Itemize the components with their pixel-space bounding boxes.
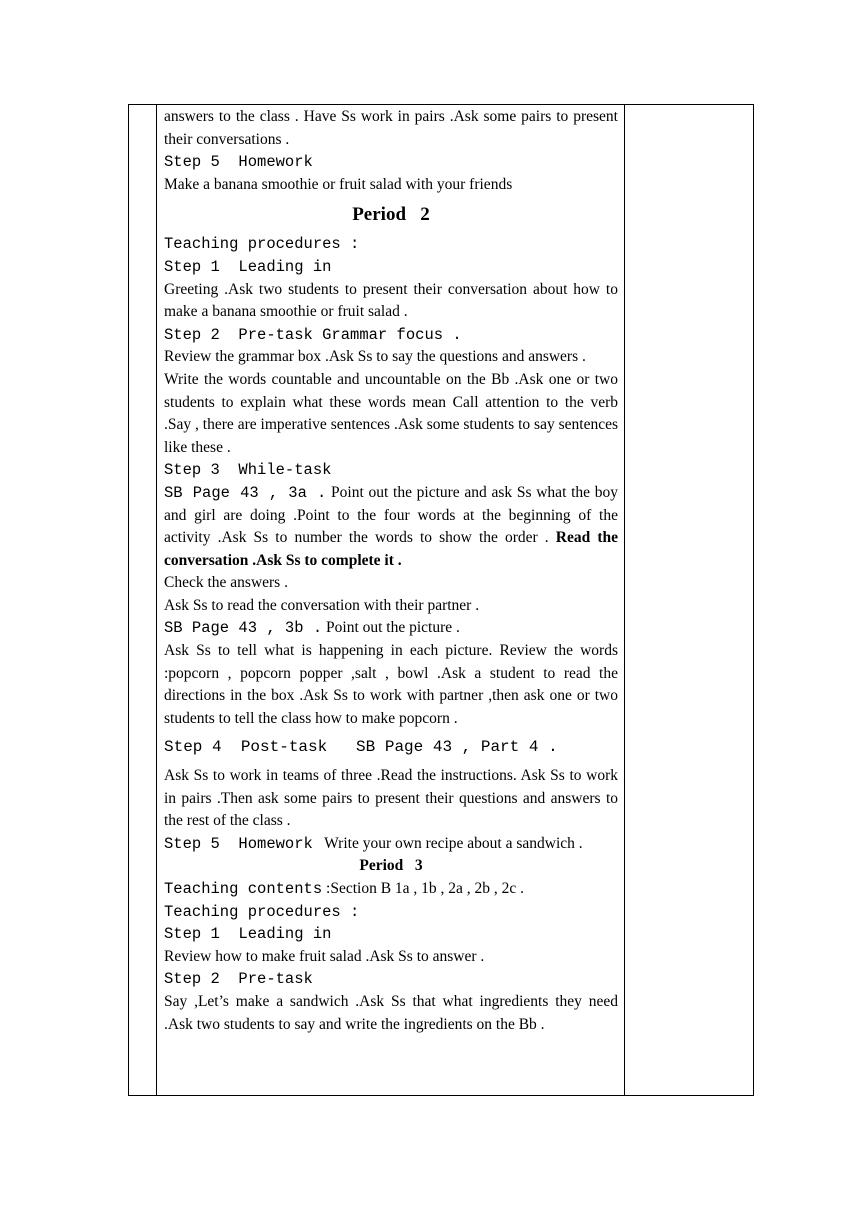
column-divider-right	[624, 105, 625, 1095]
text-paragraph: Review the grammar box .Ask Ss to say the questions and answers .	[164, 348, 586, 366]
page-reference: SB Page 43 , 3a .	[164, 483, 327, 502]
page-reference: SB Page 43 , 3b .	[164, 619, 323, 638]
step-heading: Step 1 Leading in	[164, 257, 332, 276]
text-paragraph: Ask Ss to work in teams of three .Read the instructions. Ask Ss to work in pairs .Then ask some pairs to present their questions and answers to the rest of the class .	[164, 767, 618, 830]
step-heading: Step 3 While-task	[164, 461, 332, 480]
text-paragraph: Say ,Let’s make a sandwich .Ask Ss that what ingredients they need .Ask two students to say and write the ingredients on the Bb .	[164, 992, 618, 1033]
step-heading: Step 2 Pre-task	[164, 970, 313, 989]
step-heading: Step 4 Post-task SB Page 43 , Part 4 .	[164, 738, 558, 757]
text-paragraph: Check the answers .	[164, 574, 288, 592]
section-heading: Teaching contents :Section B 1a , 1b , 2a , 2b , 2c .	[164, 880, 525, 898]
main-content-cell	[164, 106, 618, 1036]
section-heading: Teaching procedures :	[164, 235, 360, 254]
bold-instruction: Read the conversation .Ask Ss to complete it .	[164, 529, 618, 569]
step-heading: Step 1 Leading in	[164, 925, 332, 944]
column-divider-left	[156, 105, 157, 1095]
period-title: Period 3	[359, 857, 423, 875]
text-paragraph: SB Page 43 , 3b . Point out the picture .	[164, 619, 460, 638]
text-paragraph: Make a banana smoothie or fruit salad with your friends	[164, 175, 513, 193]
text-paragraph: Review how to make fruit salad .Ask Ss to answer .	[164, 947, 485, 965]
section-heading: Teaching procedures :	[164, 902, 360, 921]
period-title: Period 2	[352, 204, 430, 226]
step-heading: Step 2 Pre-task Grammar focus .	[164, 325, 462, 344]
text-paragraph: SB Page 43 , 3a . Point out the picture and ask Ss what the boy and girl are doing .Point to the four words at the beginning of the activity .Ask Ss to number the words to show the order . Read the conversation .Ask Ss to complete it .	[164, 483, 618, 569]
text-paragraph: answers to the class . Have Ss work in pairs .Ask some pairs to present their conversations .	[164, 108, 618, 148]
text-paragraph: Greeting .Ask two students to present their conversation about how to make a banana smoothie or fruit salad .	[164, 280, 618, 321]
text-paragraph: Ask Ss to tell what is happening in each picture. Review the words :popcorn , popcorn popper ,salt , bowl .Ask a student to read the directions in the box .Ask Ss to work with partner ,then ask one or two students to tell the class how to make popcorn .	[164, 642, 618, 727]
text-paragraph: Ask Ss to read the conversation with their partner .	[164, 596, 480, 614]
step-heading: Step 5 Homework Write your own recipe about a sandwich .	[164, 834, 583, 853]
text-paragraph: Write the words countable and uncountable on the Bb .Ask one or two students to explain what these words mean Call attention to the verb .Say , there are imperative sentences .Ask some students to say sentences like these .	[164, 370, 618, 456]
step-heading: Step 5 Homework	[164, 153, 313, 172]
